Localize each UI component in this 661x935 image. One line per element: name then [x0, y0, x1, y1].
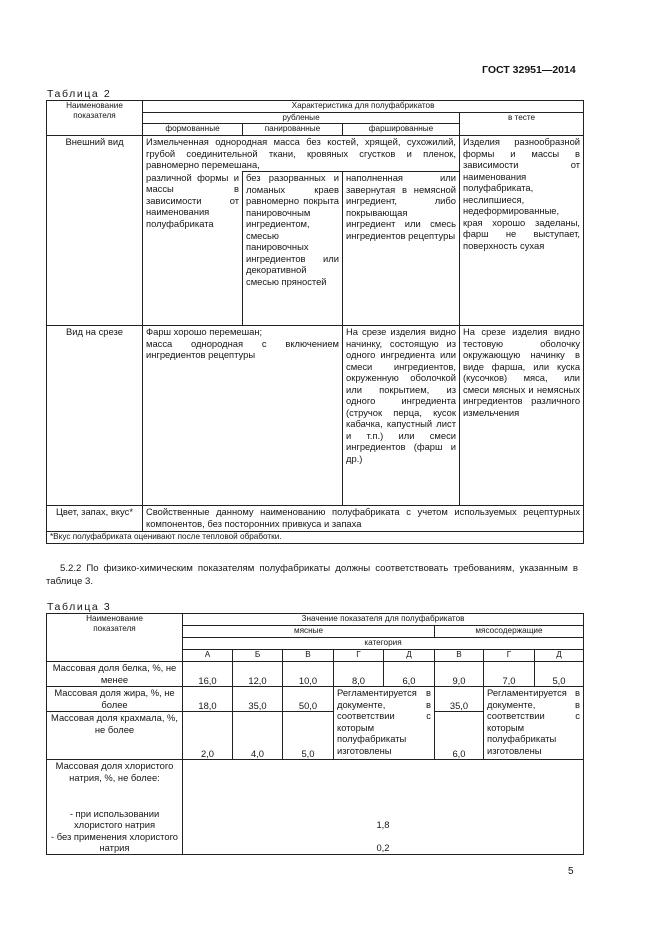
t2-row-cut-common: Фарш хорошо перемешан; масса однородная с включением ингредиентов рецептуры [143, 326, 343, 506]
t2-row-appearance-dough: Изделия разнообразной формы и массы в зависимости от наименования полуфабриката, неслипшиеся, недеформированные, края хорошо заделаны, фарш не выступает, поверхность сухая [460, 136, 584, 326]
table-3 [46, 613, 584, 855]
t2-header-chopped: рубленые [143, 113, 460, 124]
t3-cat: Г [334, 650, 384, 662]
t2-header-stuffed: фаршированные [343, 124, 460, 136]
t3-protein-value: 9,0 [435, 662, 484, 687]
t2-row-cut-dough: На срезе изделия видно тестовую оболочку окружающую начинку в виде фарша, или куска (кусочков) мяса, или смеси мясных и немясных ингредиентов различного измельчения [460, 326, 584, 506]
table-2-caption: Таблица 2 [47, 88, 112, 100]
t2-row-appearance-name: Внешний вид [47, 136, 143, 326]
standard-number: ГОСТ 32951—2014 [482, 64, 576, 76]
t3-cat: Г [484, 650, 535, 662]
t3-row-fat-name: Массовая доля жира, %, не более [47, 687, 183, 712]
t2-row-color-value: Свойственные данному наименованию полуфабриката с учетом используемых рецептурных компонентов, без посторонних привкуса и запаха [143, 506, 584, 532]
t2-header-dough: в тесте [460, 113, 584, 136]
t3-salt-with-value: 1,8 [183, 808, 584, 831]
t2-header-formed: формованные [143, 124, 243, 136]
t3-protein-value: 10,0 [283, 662, 334, 687]
t3-cat: В [283, 650, 334, 662]
t3-row-starch-name: Массовая доля крахмала, %, не более [47, 712, 183, 760]
t3-header-meat: мясные [183, 626, 435, 638]
t3-starch-value: 5,0 [283, 712, 334, 760]
t2-header-indicator: Наименование показателя [47, 101, 143, 136]
page-number: 5 [568, 866, 574, 877]
t3-starch-value: 6,0 [435, 712, 484, 760]
t3-row-protein-name: Массовая доля белка, %, не менее [47, 662, 183, 687]
t3-salt-without-value: 0,2 [183, 831, 584, 855]
t2-row-cut-name: Вид на срезе [47, 326, 143, 506]
t3-protein-value: 6,0 [384, 662, 435, 687]
t3-header-indicator: Наименование показателя [47, 614, 183, 662]
t2-footnote: *Вкус полуфабриката оценивают после тепловой обработки. [47, 532, 584, 544]
t3-fat-value: 35,0 [435, 687, 484, 712]
t2-header-breaded: панированные [243, 124, 343, 136]
t2-row-color-name: Цвет, запах, вкус* [47, 506, 143, 532]
table-3-caption: Таблица 3 [47, 601, 112, 613]
t3-meat-containing-regulated: Регламентируется в документе, в соответствии с которым полуфабрикаты изготовлены [484, 687, 584, 760]
t2-header-characteristic: Характеристика для полуфабрикатов [143, 101, 584, 113]
t3-cat: В [435, 650, 484, 662]
t3-meat-regulated: Регламентируется в документе, в соответствии с которым полуфабрикаты изготовлены [334, 687, 435, 760]
t3-header-meat-containing: мясосодержащие [435, 626, 584, 638]
t3-row-salt-with-label: - при использовании хлористого натрия [47, 808, 183, 831]
t3-cat: Б [233, 650, 283, 662]
t2-row-cut-stuffed: На срезе изделия видно начинку, состоящую из одного ингредиента или смеси ингредиентов, окруженную оболочкой или покрытием, из одного ингредиента (стручок перца, кусок кабачка, капустный лист и т.п.) или смеси ингредиентов (фарш и др.) [343, 326, 460, 506]
t3-protein-value: 12,0 [233, 662, 283, 687]
t3-cat: Д [535, 650, 584, 662]
t2-row-appearance-formed: различной формы и массы в зависимости от наименования полуфабриката [143, 172, 243, 326]
t3-protein-value: 16,0 [183, 662, 233, 687]
t3-cat: А [183, 650, 233, 662]
t2-row-appearance-common: Измельченная однородная масса без костей, хрящей, сухожилий, грубой соединительной ткани, кровяных сгустков и пленок, равномерно перемешана, [143, 136, 460, 172]
t3-header-category: категория [183, 638, 584, 650]
t3-row-salt-without-label: - без применения хлористого натрия [47, 831, 183, 855]
paragraph-5-2-2: 5.2.2 По физико-химическим показателям полуфабрикаты должны соответствовать требованиям, указанным в таблице 3. [46, 563, 578, 587]
t3-fat-value: 18,0 [183, 687, 233, 712]
t3-protein-value: 7,0 [484, 662, 535, 687]
t3-fat-value: 35,0 [233, 687, 283, 712]
t3-starch-value: 4,0 [233, 712, 283, 760]
t3-header-value: Значение показателя для полуфабрикатов [183, 614, 584, 626]
t3-cat: Д [384, 650, 435, 662]
t2-row-appearance-breaded: без разорванных и ломаных краев равномерно покрыта панировочным ингредиентом, смесью панировочных ингредиентов или декоративной смесью пряностей [243, 172, 343, 326]
t3-protein-value: 5,0 [535, 662, 584, 687]
t3-protein-value: 8,0 [334, 662, 384, 687]
t3-row-salt-name: Массовая доля хлористого натрия, %, не более: [47, 760, 183, 808]
table-2 [46, 100, 584, 544]
t3-fat-value: 50,0 [283, 687, 334, 712]
t2-row-appearance-stuffed: наполненная или завернутая в немясной ингредиент, либо покрывающая ингредиент или смесь ингредиентов рецептуры [343, 172, 460, 326]
t3-starch-value: 2,0 [183, 712, 233, 760]
